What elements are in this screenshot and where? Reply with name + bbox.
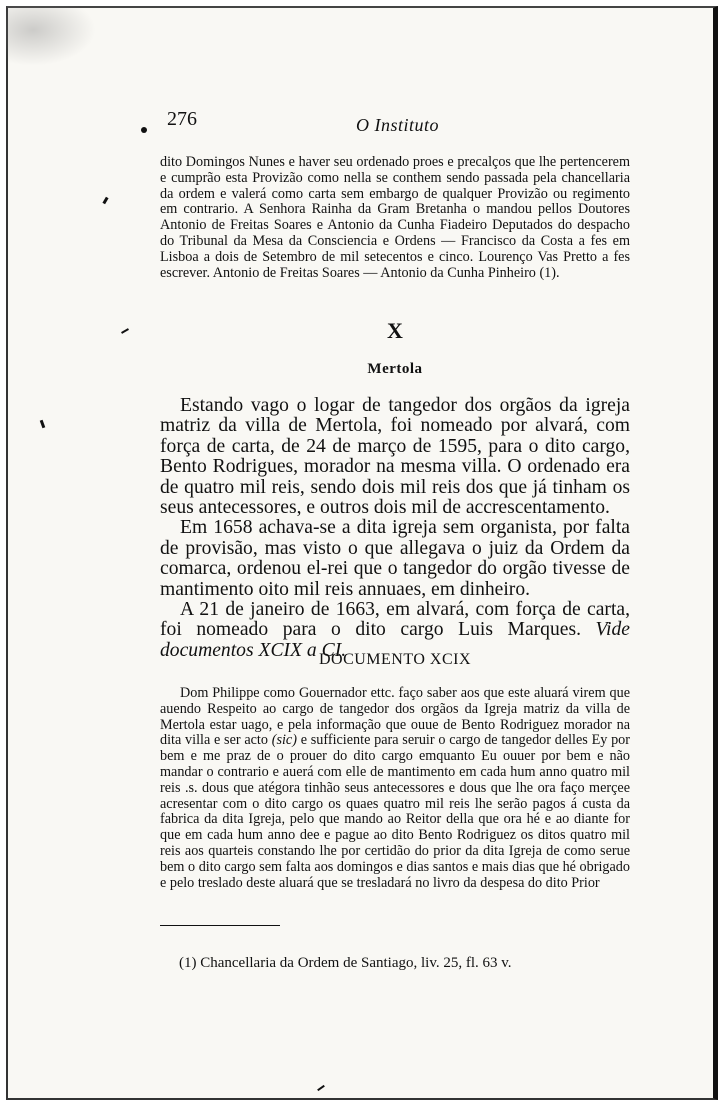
document-text-b: e sufficiente para seruir o cargo de tangedor delles Ey por bem e me praz de o prouer do dito cargo emquanto Eu ouuer por bem e não mandar o contrario e auerá com elle de mantimento em cada hum anno quatro mil reis .s. dous que atégora tinhão seus antecessores e dous que lhe ora faço merçee acresentar com o dito cargo os quaes quatro mil reis lhe serão pagos á custa da fabrica da dita Igreja, pelo que mando ao Reitor della que ora hé e ao diante for que em cada hum anno dee e pague ao dito Bento Rodriguez os ditos quatro mil reis aos quarteis constando lhe por certidão do prior da dita Igreja de como serue bem o dito cargo sem falta aos domingos e dias santos e mais dias que hé obrigado e pelo treslado deste aluará que se tresladará no livro da despesa do dito Prior [160, 732, 630, 891]
document-sic: (sic) [271, 732, 297, 749]
continuation-text: dito Domingos Nunes e haver seu ordenado proes e precalços que lhe pertencerem e cumprão esta Provizão como nella se conthem sendo passada pela chancellaria da ordem e valerá como carta sem embargo de qualquer Provizão ou regimento em contrario. A Senhora Rainha da Gram Bretanha o mandou pellos Doutores Antonio de Freitas Soares e Antonio da Cunha Fiadeiro Deputados do despacho do Tribunal da Mesa da Consciencia e Ordens — Francisco da Costa a fes em Lisboa a dois de Setembro de mil setecentos e cinco. Lourenço Vas Pretto a fes escrever. Antonio de Freitas Soares — Antonio da Cunha Pinheiro (1). [160, 154, 630, 281]
paragraph-3-reference: Vide documentos XCIX a CI. [160, 619, 630, 661]
document-paragraph [160, 686, 630, 891]
section-place-heading: Mertola [367, 361, 423, 377]
running-title: O Instituto [356, 115, 440, 135]
footnote-rule [160, 925, 280, 926]
continuation-paragraph [160, 155, 630, 281]
paragraph-3-text: A 21 de janeiro de 1663, em alvará, com força de carta, foi nomeado para o dito cargo Luis Marques. [160, 599, 630, 641]
footnote: (1) Chancellaria da Ordem de Santiago, liv. 25, fl. 63 v. [179, 955, 512, 971]
paragraph-1: Estando vago o logar de tangedor dos orgãos da igreja matriz da villa de Mertola, foi nomeado por alvará, com força de carta, de 24 de março de 1595, para o dito cargo, Bento Rodrigues, morador na mesma villa. O ordenado era de quatro mil reis, sendo dois mil reis dos que já tinham os seus antecessores, e outros dois mil de accrescentamento. [160, 395, 630, 519]
ink-dot [141, 127, 147, 133]
document-text [160, 686, 630, 891]
paragraph-2: Em 1658 achava-se a dita igreja sem organista, por falta de provisão, mas visto o que allegava o juiz da Ordem da comarca, ordenou el-rei que o tangedor do orgão tivesse de mantimento oito mil reis annuaes, em dinheiro. [160, 517, 630, 600]
page-number: 276 [167, 108, 197, 130]
main-text [160, 396, 630, 661]
scan-smudge [6, 6, 96, 66]
document-title: DOCUMENTO XCIX [318, 651, 472, 668]
document-text-a: Dom Philippe como Gouernador ettc. faço saber aos que este aluará virem que auendo Respeito ao cargo de tangedor dos orgãos da Igreja matriz da villa de Mertola estar uago, e pela informação que ouue de Bento Rodriguez morador na dita villa e ser acto [160, 685, 630, 749]
section-number: X [387, 318, 403, 343]
